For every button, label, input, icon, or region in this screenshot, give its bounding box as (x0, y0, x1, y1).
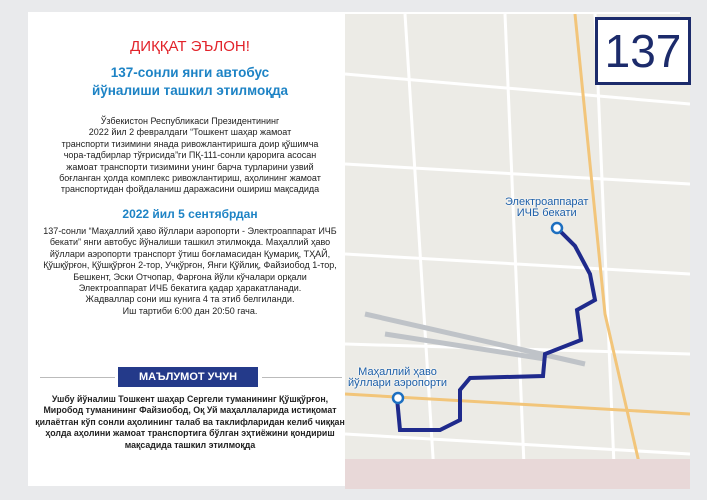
text-line: 2022 йил 2 февралдаги “Тошкент шаҳар жамоат (88, 127, 292, 138)
subtitle-line: йўналиши ташкил этилмоқда (91, 83, 289, 98)
divider (262, 377, 342, 378)
intro-text (30, 116, 350, 196)
text-line: жамоат транспорти тизимини унинг барча турларини узвий (66, 161, 314, 172)
route-number-badge: 137 (595, 17, 691, 85)
subtitle-line: 137-сонли янги автобус (110, 65, 270, 80)
text-line: Жадваллар сони иш кунига 4 та этиб белгиланди. (85, 294, 295, 305)
start-date: 2022 йил 5 сентябрдан (122, 207, 258, 221)
notice-subtitle (30, 64, 350, 100)
text-line: мақсадида ташкил этилмоқда (124, 439, 256, 450)
info-text (30, 394, 350, 451)
text-line: Қўшқўрғон, Қўшқўрғон 2-тор, Учқўрғон, Янги Қўйлиқ, Файзиобод 1-тор, (43, 260, 337, 271)
text-line: транспортидан фойдаланиш даражасини ошириш мақсадида (60, 184, 320, 195)
text-line: Электроаппарат ИЧБ бекатига қадар ҳаракатланади. (78, 283, 302, 294)
label-line: Маҳаллий ҳаво (358, 366, 437, 378)
stop-start-marker (393, 393, 403, 403)
route-details (30, 226, 350, 317)
text-line: чора-тадбирлар тўғрисида”ги ПҚ-111-сонли қарорига асосан (63, 150, 317, 161)
notice-panel (30, 12, 350, 486)
label-line: Электроаппарат (505, 196, 589, 208)
text-line: 137-сонли “Маҳаллий ҳаво йўллари аэропорти - Электроаппарат ИЧБ (43, 226, 337, 236)
map-graphic (345, 14, 690, 489)
text-line: ҳолда аҳолини жамоат транспортига бўлган эҳтиёжини қондириш (45, 428, 335, 439)
label-line: йўллари аэропорти (348, 377, 448, 389)
text-line: Иш тартиби 6:00 дан 20:50 гача. (122, 305, 258, 316)
text-line: бекати” янги автобус йўналиши ташкил этилмоқда. Маҳаллий ҳаво (49, 237, 331, 248)
text-line: Бешкент, Эски Отчопар, Фарғона йўли кўчалари орқали (73, 271, 307, 282)
text-line: боғланган ҳолда комплекс ривожлантириш, аҳолининг жамоат (59, 173, 321, 184)
text-line: йўллари аэропорти транспорт ўтиш боғламасидан Қумариқ, ТҲАЙ, (49, 248, 331, 259)
stop-end-marker (552, 223, 562, 233)
text-line: Ушбу йўналиш Тошкент шаҳар Сергели туманининг Қўшқўрғон, (51, 394, 329, 404)
notice-title: ДИҚҚАТ ЭЪЛОН! (130, 38, 250, 55)
stop-start-label (348, 367, 447, 389)
label-line: ИЧБ бекати (516, 207, 577, 219)
text-line: қилаётган кўп сонли аҳолининг талаб ва таклифларидан келиб чиққан (35, 416, 345, 427)
route-map[interactable] (345, 14, 690, 489)
info-banner: МАЪЛУМОТ УЧУН (118, 367, 258, 387)
divider (40, 377, 115, 378)
stop-end-label (505, 197, 588, 219)
text-line: транспорти тизимини янада ривожлантиришга доир қўшимча (61, 138, 319, 149)
text-line: Ўзбекистон Республикаси Президентининг (100, 116, 280, 126)
text-line: Миробод туманининг Файзиобод, Оқ Уй маҳаллаларида истиқомат (43, 405, 337, 416)
